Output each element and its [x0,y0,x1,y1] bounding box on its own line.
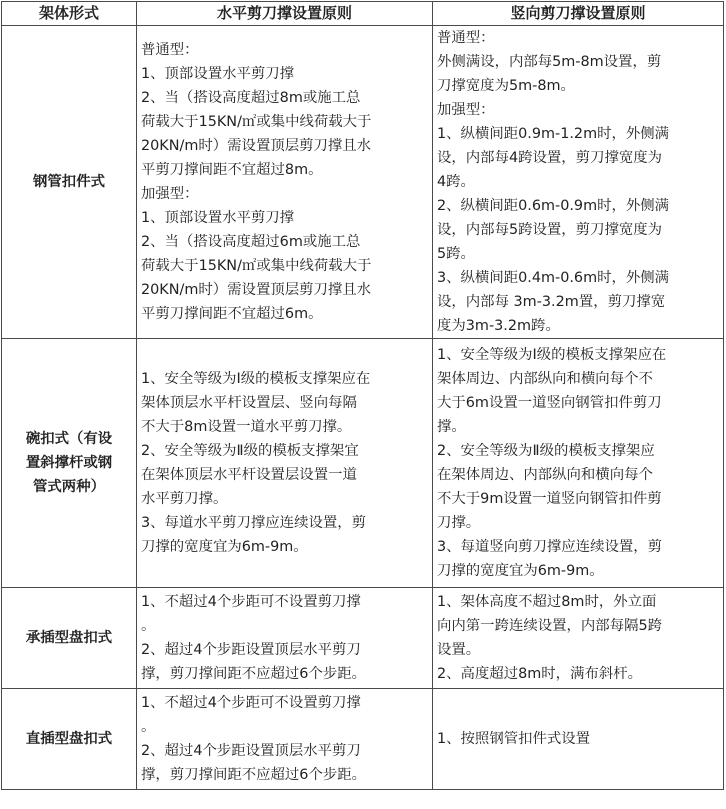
rule-line: 外侧满设，内部每5m-8m设置，剪 [437,54,662,70]
frame-type-line: 管式两种） [33,479,105,495]
rule-line: 1、不超过4个步距可不设置剪刀撑 [141,695,361,711]
rule-line: 20KN/m时）需设置顶层剪刀撑且水 [141,282,372,298]
rule-line: 设，内部每4跨设置，剪刀撑宽度为 [437,150,663,166]
table-row [2,26,724,339]
rule-line: 水平剪刀撑。 [141,491,228,507]
rule-line: 设置。 [437,642,481,658]
rule-line: 不大于8m设置一道水平剪刀撑。 [141,419,352,435]
vertical-rule-cell [433,588,724,689]
rule-line: 荷载大于15KN/㎡或集中线荷载大于 [141,258,372,274]
rule-line: 2、高度超过8m时，满布斜杆。 [437,666,643,682]
rule-line: 刀撑的宽度宜为6m-9m。 [141,539,308,555]
rule-line: 架体顶层水平杆设置层、竖向每隔 [141,395,357,411]
rule-line: 1、纵横间距0.9m-1.2m时，外侧满 [437,126,670,142]
rule-line: 1、安全等级为Ⅰ级的模板支撑架应在 [141,371,371,387]
horizontal-rule-cell [137,339,433,588]
frame-type-cell [2,339,137,588]
rule-line: 2、超过4个步距设置顶层水平剪刀 [141,642,361,658]
rule-line: 1、顶部设置水平剪刀撑 [141,210,295,226]
vertical-rule-cell [433,339,724,588]
rule-line: 荷载大于15KN/㎡或集中线荷载大于 [141,114,372,130]
rule-line: 2、超过4个步距设置顶层水平剪刀 [141,743,361,759]
rule-line: 1、架体高度不超过8m时，外立面 [437,594,657,610]
rule-line: 3、纵横间距0.4m-0.6m时，外侧满 [437,270,670,286]
rule-line: 大于6m设置一道竖向钢管扣件剪刀 [437,395,662,411]
rule-line: 普通型： [141,42,199,58]
rule-line: 普通型： [437,30,495,46]
rule-line: 3、每道水平剪刀撑应连续设置，剪 [141,515,367,531]
rule-line: 刀撑宽度为5m-8m。 [437,78,575,94]
rule-line: 在架体周边、内部纵向和横向每个 [437,467,653,483]
rule-line: 平剪刀撑间距不宜超过6m。 [141,306,323,322]
rule-line: 1、按照钢管扣件式设置 [437,731,591,747]
rule-line: 平剪刀撑间距不宜超过8m。 [141,162,323,178]
rule-line: 刀撑的宽度宜为6m-9m。 [437,563,604,579]
horizontal-rule-cell [137,689,433,790]
header-vertical-rule: 竖向剪刀撑设置原则 [433,2,724,26]
rule-line: 3、每道竖向剪刀撑应连续设置，剪 [437,539,663,555]
rule-line: 在架体顶层水平杆设置层设置一道 [141,467,357,483]
rule-line: 1、顶部设置水平剪刀撑 [141,66,295,82]
rule-line: 20KN/m时）需设置顶层剪刀撑且水 [141,138,372,154]
rule-line: 1、安全等级为Ⅰ级的模板支撑架应在 [437,347,667,363]
table-row [2,339,724,588]
rule-line: 2、当（搭设高度超过6m或施工总 [141,234,361,250]
rule-line: 刀撑。 [437,515,481,531]
rule-line: 2、安全等级为Ⅱ级的模板支撑架应 [437,443,655,459]
rule-line: 2、安全等级为Ⅱ级的模板支撑架宜 [141,443,359,459]
frame-type-cell: 钢管扣件式 [2,26,137,339]
rule-line: 。 [141,618,156,634]
rule-line: 度为3m-3.2m跨。 [437,318,560,334]
table-row [2,689,724,790]
table-row [2,588,724,689]
horizontal-rule-cell [137,26,433,339]
rule-line: 不大于9m设置一道竖向钢管扣件剪 [437,491,662,507]
rule-line: 。 [141,719,156,735]
scaffold-rules-table [1,1,724,790]
rule-line: 设，内部每5跨设置，剪刀撑宽度为 [437,222,663,238]
rule-line: 向内第一跨连续设置，内部每隔5跨 [437,618,663,634]
frame-type-line: 置斜撑杆或钢 [25,455,113,471]
rule-line: 加强型： [437,102,495,118]
table-header-row [2,2,724,26]
vertical-rule-cell [433,26,724,339]
frame-type-line: 碗扣式（有设 [25,431,113,447]
frame-type-cell: 直插型盘扣式 [2,689,137,790]
rule-line: 撑，剪刀撑间距不应超过6个步距。 [141,767,367,783]
rule-line: 2、当（搭设高度超过8m或施工总 [141,90,361,106]
rule-line: 4跨。 [437,174,475,190]
rule-line: 撑。 [437,419,466,435]
vertical-rule-cell [433,689,724,790]
rule-line: 加强型： [141,186,199,202]
rule-line: 2、纵横间距0.6m-0.9m时，外侧满 [437,198,670,214]
rule-line: 5跨。 [437,246,475,262]
header-frame-type: 架体形式 [2,2,137,26]
frame-type-cell: 承插型盘扣式 [2,588,137,689]
rule-line: 架体周边、内部纵向和横向每个不 [437,371,653,387]
header-horizontal-rule: 水平剪刀撑设置原则 [137,2,433,26]
rule-line: 1、不超过4个步距可不设置剪刀撑 [141,594,361,610]
rule-line: 设，内部每 3m-3.2m置，剪刀撑宽 [437,294,666,310]
horizontal-rule-cell [137,588,433,689]
rule-line: 撑，剪刀撑间距不应超过6个步距。 [141,666,367,682]
